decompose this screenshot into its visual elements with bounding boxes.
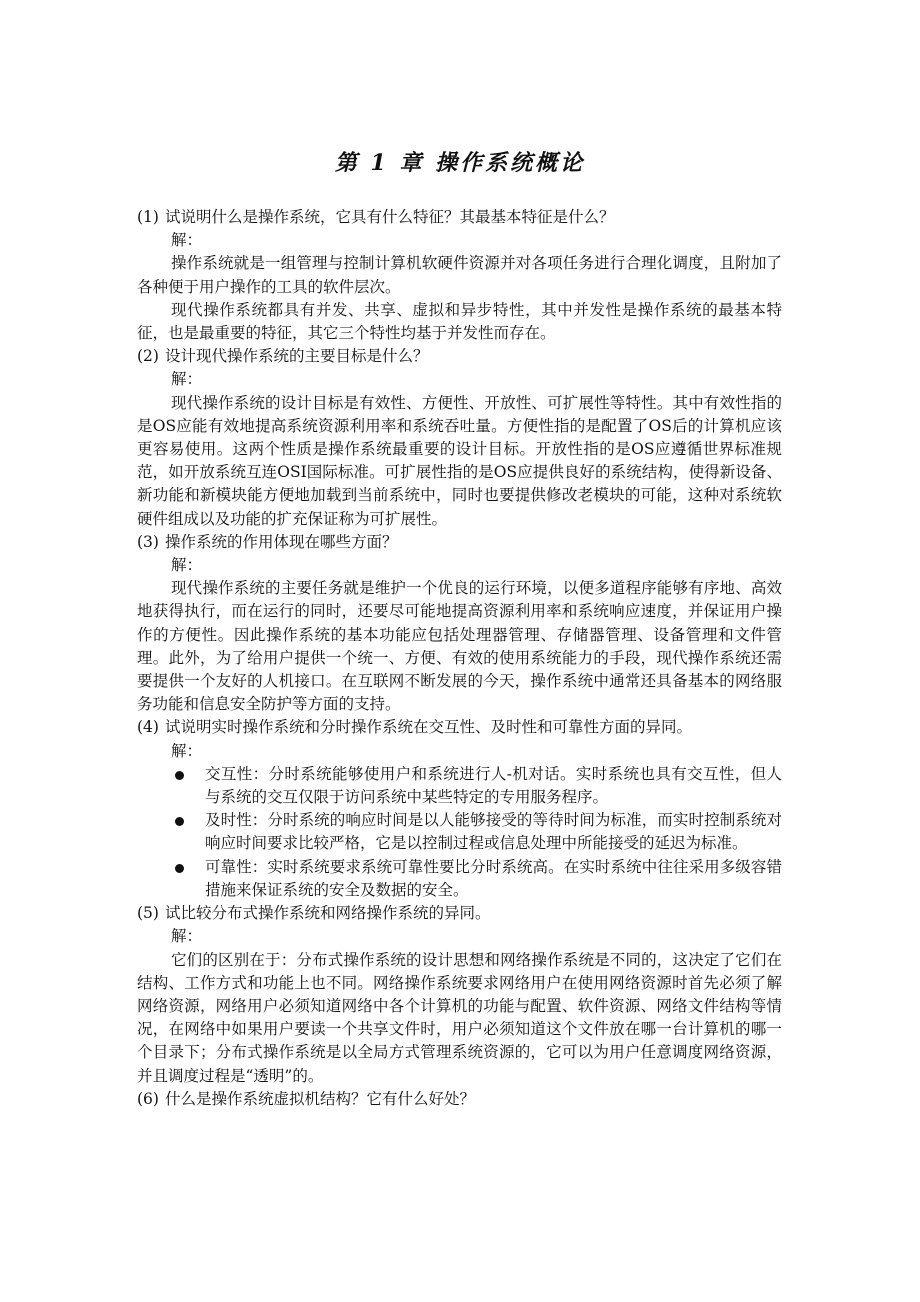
question-number: (3) <box>137 532 159 551</box>
question-number: (2) <box>137 347 159 366</box>
answer-paragraph: 操作系统就是一组管理与控制计算机软硬件资源并对各项任务进行合理化调度，且附加了各种便于用户操作的工具的软件层次。 <box>137 254 782 296</box>
chapter-title: 第 1 章 操作系统概论 <box>334 150 586 176</box>
question-5 <box>137 902 782 925</box>
question-number: (6) <box>137 1089 159 1108</box>
question-text: 试说明实时操作系统和分时操作系统在交互性、及时性和可靠性方面的异同。 <box>165 718 693 737</box>
bullet-item <box>137 763 782 809</box>
document-body <box>137 206 782 1111</box>
question-2 <box>137 345 782 368</box>
answer-label: 解： <box>171 370 203 389</box>
question-number: (5) <box>137 904 159 923</box>
bullet-text: 交互性：分时系统能够使用户和系统进行人-机对话。实时系统也具有交互性，但人与系统的交互仅限于访问系统中某些特定的专用服务程序。 <box>205 764 782 807</box>
answer-label: 解： <box>171 927 203 946</box>
question-text: 操作系统的作用体现在哪些方面？ <box>165 532 398 551</box>
bullet-text: 可靠性：实时系统要求系统可靠性要比分时系统高。在实时系统中往往采用多级容错措施来保证系统的安全及数据的安全。 <box>205 857 782 899</box>
question-text: 设计现代操作系统的主要目标是什么？ <box>165 347 429 366</box>
answer-label: 解： <box>171 231 203 250</box>
question-6 <box>137 1088 782 1111</box>
question-1 <box>137 206 782 229</box>
question-text: 试说明什么是操作系统，它具有什么特征？其最基本特征是什么？ <box>165 208 615 226</box>
bullet-item <box>137 809 782 855</box>
question-text: 试比较分布式操作系统和网络操作系统的异同。 <box>165 904 491 923</box>
bullet-icon <box>175 771 184 780</box>
answer-paragraph: 现代操作系统都具有并发、共享、虚拟和异步特性，其中并发性是操作系统的最基本特征，也是最重要的特征，其它三个特性均基于并发性而存在。 <box>137 300 782 343</box>
bullet-text: 及时性：分时系统的响应时间是以人能够接受的等待时间为标准，而实时控制系统对响应时间要求比较严格，它是以控制过程或信息处理中所能接受的延迟为标准。 <box>205 811 782 853</box>
question-4 <box>137 716 782 739</box>
question-number: (4) <box>137 718 159 737</box>
bullet-list <box>137 763 782 902</box>
answer-paragraph: 它们的区别在于：分布式操作系统的设计思想和网络操作系统是不同的，这决定了它们在结构、工作方式和功能上也不同。网络操作系统要求网络用户在使用网络资源时首先必须了解网络资源，网络用户必须知道网络中各个计算机的功能与配置、软件资源、网络文件结构等情况，在网络中如果用户要读一个共享文件时，用户必须知道这个文件放在哪一台计算机的哪一个目录下；分布式操作系统是以全局方式管理系统资源的，它可以为用户任意调度网络资源，并且调度过程是“透明”的。 <box>137 950 782 1085</box>
answer-paragraph: 现代操作系统的设计目标是有效性、方便性、开放性、可扩展性等特性。其中有效性指的是OS应能有效地提高系统资源利用率和系统吞吐量。方便性指的是配置了OS后的计算机应该更容易使用。这两个性质是操作系统最重要的设计目标。开放性指的是OS应遵循世界标准规范，如开放系统互连OSI国际标准。可扩展性指的是OS应提供良好的系统结构，使得新设备、新功能和新模块能方便地加载到当前系统中，同时也要提供修改老模块的可能，这种对系统软硬件组成以及功能的扩充保证称为可扩展性。 <box>137 393 782 528</box>
answer-label: 解： <box>171 556 203 575</box>
answer-paragraph: 现代操作系统的主要任务就是维护一个优良的运行环境，以便多道程序能够有序地、高效地获得执行，而在运行的同时，还要尽可能地提高资源利用率和系统响应速度，并保证用户操作的方便性。因此操作系统的基本功能应包括处理器管理、存储器管理、设备管理和文件管理。此外，为了给用户提供一个统一、方便、有效的使用系统能力的手段，现代操作系统还需要提供一个友好的人机接口。在互联网不断发展的今天，操作系统中通常还具备基本的网络服务功能和信息安全防护等方面的支持。 <box>137 579 782 714</box>
answer-label: 解： <box>171 741 203 760</box>
bullet-icon <box>175 864 184 873</box>
question-number: (1) <box>137 208 159 226</box>
question-3 <box>137 531 782 554</box>
bullet-icon <box>175 817 184 826</box>
bullet-item <box>137 856 782 902</box>
question-text: 什么是操作系统虚拟机结构？它有什么好处？ <box>165 1089 476 1108</box>
